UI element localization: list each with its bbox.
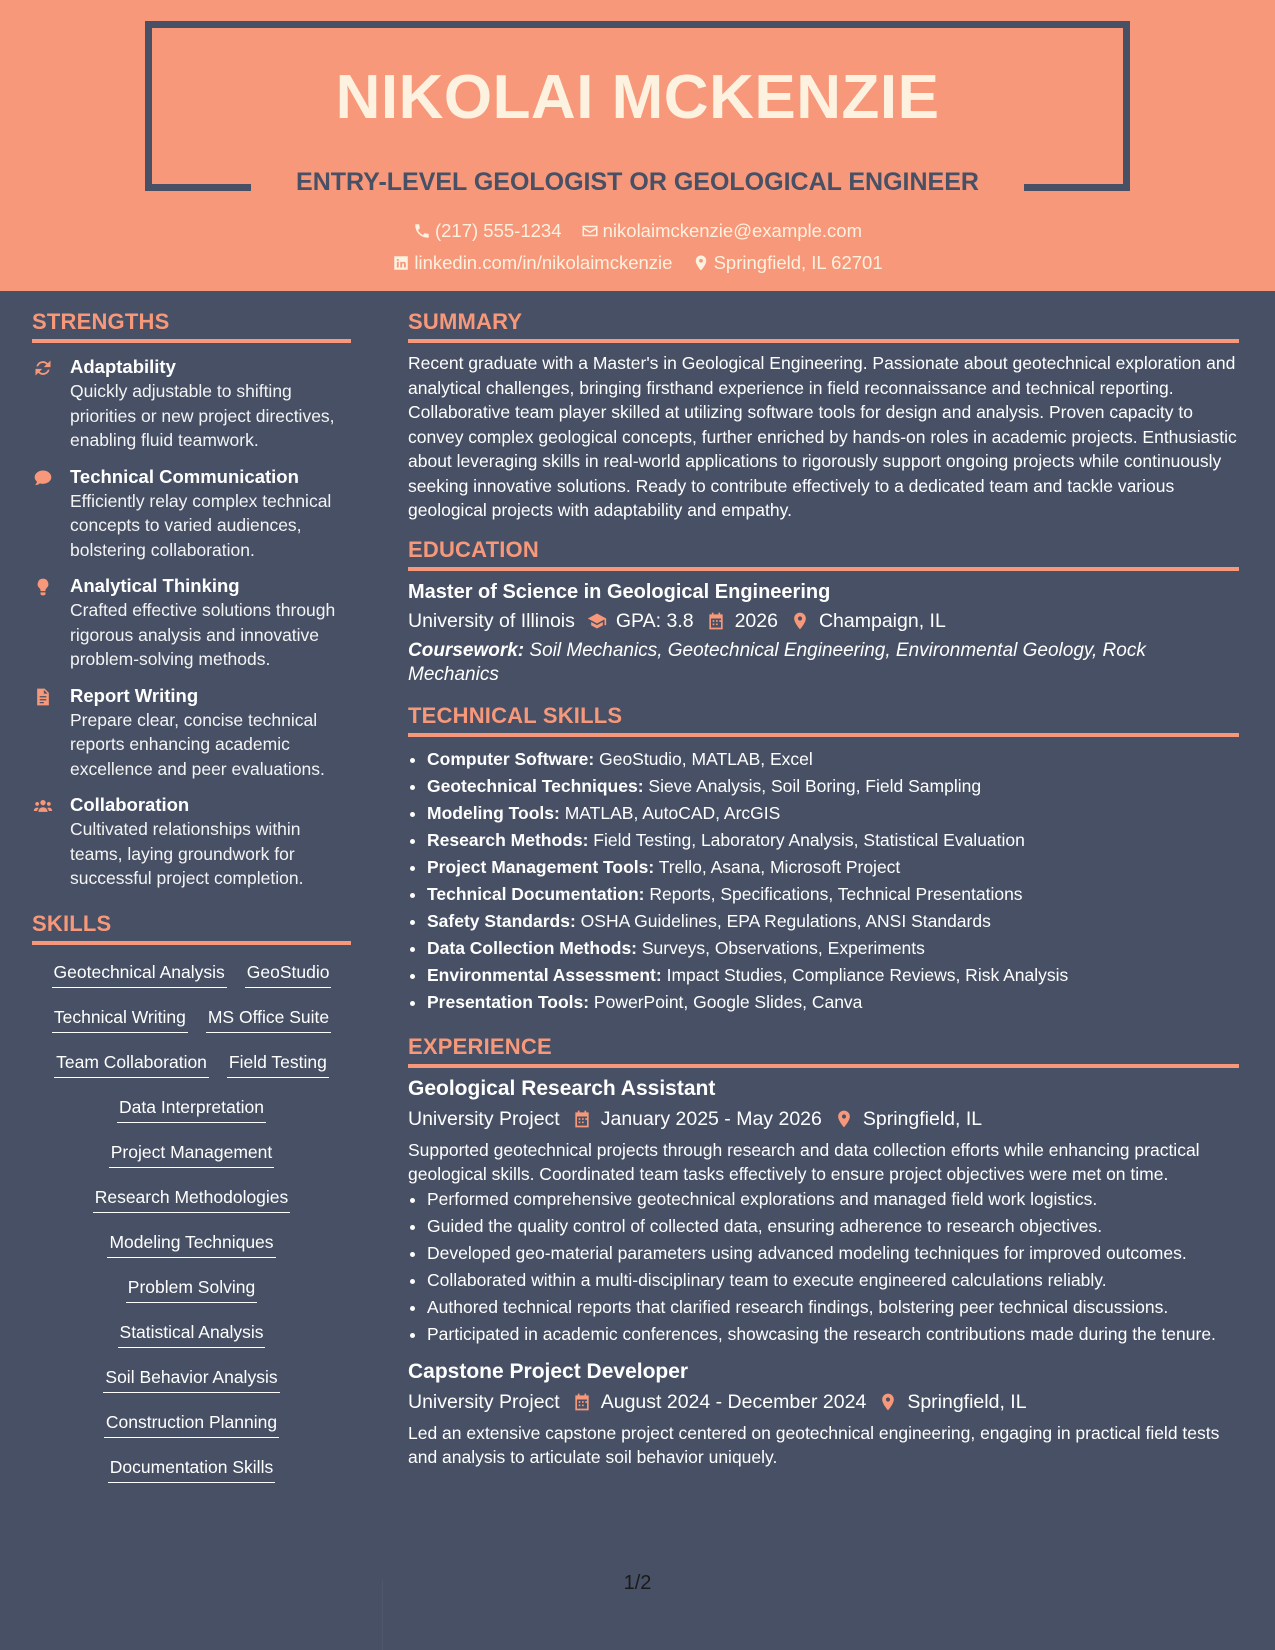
skill-tag: Soil Behavior Analysis bbox=[103, 1364, 279, 1393]
candidate-role: ENTRY-LEVEL GEOLOGIST OR GEOLOGICAL ENGINEER bbox=[296, 168, 979, 196]
skill-tag: Geotechnical Analysis bbox=[52, 959, 227, 988]
map-marker-icon bbox=[692, 254, 710, 272]
skill-tag: GeoStudio bbox=[245, 959, 332, 988]
candidate-name: NIKOLAI MCKENZIE bbox=[335, 63, 940, 132]
strength-desc: Prepare clear, concise technical reports enhancing academic excellence and peer evaluations. bbox=[70, 709, 325, 779]
education-location: Champaign, IL bbox=[818, 609, 946, 632]
linkedin-icon bbox=[392, 254, 410, 272]
strength-title: Adaptability bbox=[70, 356, 176, 377]
linkedin-text: linkedin.com/in/nikolaimckenzie bbox=[414, 252, 673, 273]
skill-tag: Project Management bbox=[109, 1139, 274, 1168]
job-dates: August 2024 - December 2024 bbox=[600, 1390, 867, 1413]
list-item: • Technical Documentation: Reports, Specifications, Technical Presentations bbox=[427, 881, 1239, 908]
contact-row-1 bbox=[0, 220, 1275, 245]
list-item: • Guided the quality control of collected data, ensuring adherence to research objectives. bbox=[427, 1214, 1239, 1238]
list-item: • Performed comprehensive geotechnical explorations and managed field work logistics. bbox=[427, 1187, 1239, 1211]
map-marker-icon bbox=[790, 611, 810, 631]
skill-tag: Modeling Techniques bbox=[107, 1229, 275, 1258]
education-heading: EDUCATION bbox=[408, 537, 1239, 571]
email-contact[interactable] bbox=[581, 220, 862, 242]
skills-tags bbox=[32, 959, 351, 1499]
job-org: University Project bbox=[408, 1107, 560, 1130]
phone-icon bbox=[413, 222, 431, 240]
list-item: • Collaborated within a multi-disciplinary team to execute engineered calculations reliably. bbox=[427, 1268, 1239, 1292]
coursework-text: Soil Mechanics, Geotechnical Engineering, Environmental Geology, Rock Mechanics bbox=[408, 639, 1146, 685]
skill-tag: Construction Planning bbox=[104, 1409, 279, 1438]
list-item: • Presentation Tools: PowerPoint, Google Slides, Canva bbox=[427, 989, 1239, 1016]
job-entry bbox=[408, 1358, 1239, 1469]
education-gpa: GPA: 3.8 bbox=[615, 609, 694, 632]
document-icon bbox=[33, 687, 53, 707]
list-item: • Authored technical reports that clarified research findings, bolstering peer technical discussions. bbox=[427, 1295, 1239, 1319]
map-marker-icon bbox=[834, 1109, 854, 1129]
job-entry bbox=[408, 1075, 1239, 1346]
skill-tag: MS Office Suite bbox=[206, 1004, 331, 1033]
experience-heading: EXPERIENCE bbox=[408, 1034, 1239, 1068]
strength-item bbox=[32, 684, 351, 782]
lightbulb-icon bbox=[33, 577, 53, 597]
technical-skills-list bbox=[408, 746, 1239, 1016]
list-item: • Participated in academic conferences, showcasing the research contributions made during the tenure. bbox=[427, 1322, 1239, 1346]
strength-item bbox=[32, 793, 351, 891]
location-contact bbox=[692, 252, 883, 274]
phone-text: (217) 555-1234 bbox=[434, 220, 562, 241]
education-coursework bbox=[408, 639, 1239, 687]
strength-item bbox=[32, 574, 351, 672]
job-title: Capstone Project Developer bbox=[408, 1359, 689, 1383]
list-item: • Developed geo-material parameters using advanced modeling techniques for improved outcomes. bbox=[427, 1241, 1239, 1265]
calendar-icon bbox=[572, 1109, 592, 1129]
skill-tag: Statistical Analysis bbox=[118, 1319, 266, 1348]
calendar-icon bbox=[572, 1392, 592, 1412]
email-text: nikolaimckenzie@example.com bbox=[602, 220, 863, 241]
list-item: • Research Methods: Field Testing, Laboratory Analysis, Statistical Evaluation bbox=[427, 827, 1239, 854]
strength-title: Technical Communication bbox=[70, 465, 299, 487]
job-org: University Project bbox=[408, 1390, 560, 1413]
skills-heading: SKILLS bbox=[32, 911, 351, 945]
refresh-icon bbox=[33, 358, 53, 378]
job-title: Geological Research Assistant bbox=[408, 1076, 716, 1100]
page-number: 1/2 bbox=[623, 1572, 652, 1594]
list-item: • Modeling Tools: MATLAB, AutoCAD, ArcGIS bbox=[427, 800, 1239, 827]
right-column bbox=[408, 291, 1239, 1469]
education-year: 2026 bbox=[734, 609, 778, 632]
strengths-list bbox=[32, 355, 351, 891]
skill-tag: Documentation Skills bbox=[108, 1454, 275, 1483]
strength-item bbox=[32, 465, 351, 563]
strength-desc: Quickly adjustable to shifting priorities or new project directives, enabling fluid teamwork. bbox=[70, 381, 335, 450]
skill-tag: Field Testing bbox=[227, 1049, 329, 1078]
education-degree: Master of Science in Geological Engineering bbox=[408, 580, 831, 603]
strengths-heading: STRENGTHS bbox=[32, 309, 351, 343]
coursework-label: Coursework: bbox=[408, 639, 525, 661]
skill-tag: Technical Writing bbox=[52, 1004, 188, 1033]
users-icon bbox=[33, 796, 53, 816]
strength-desc: Crafted effective solutions through rigorous analysis and innovative problem-solving methods. bbox=[70, 600, 336, 669]
graduation-cap-icon bbox=[587, 611, 607, 631]
skill-tag: Team Collaboration bbox=[54, 1049, 209, 1078]
job-location: Springfield, IL bbox=[862, 1107, 983, 1130]
skill-tag: Problem Solving bbox=[126, 1274, 257, 1303]
linkedin-contact[interactable] bbox=[392, 252, 672, 274]
job-meta bbox=[408, 1104, 1239, 1134]
technical-skills-heading: TECHNICAL SKILLS bbox=[408, 703, 1239, 737]
list-item: • Project Management Tools: Trello, Asana, Microsoft Project bbox=[427, 854, 1239, 881]
job-bullets bbox=[408, 1187, 1239, 1346]
contact-row-2 bbox=[0, 252, 1275, 277]
job-dates: January 2025 - May 2026 bbox=[600, 1107, 822, 1130]
list-item: • Computer Software: GeoStudio, MATLAB, Excel bbox=[427, 746, 1239, 773]
location-text: Springfield, IL 62701 bbox=[713, 252, 883, 273]
strength-title: Analytical Thinking bbox=[70, 575, 240, 596]
strength-title: Report Writing bbox=[70, 684, 199, 706]
comment-icon bbox=[33, 468, 53, 488]
list-item: • Safety Standards: OSHA Guidelines, EPA Regulations, ANSI Standards bbox=[427, 908, 1239, 935]
summary-text: Recent graduate with a Master's in Geological Engineering. Passionate about geotechnical exploration and analytical challenges, bringing firsthand experience in field reconnaissance and technical reporting. Collaborative team player skilled at utilizing software tools for design and analysis. Proven capacity to convey complex geological concepts, further enriched by hands-on roles in academic projects. Enthusiastic about leveraging skills in real-world applications to rigorously support ongoing projects while continuously seeking innovative solutions. Ready to contribute effectively to a dedicated team and tackle various geological projects with adaptability and empathy. bbox=[408, 353, 1237, 520]
skill-tag: Research Methodologies bbox=[93, 1184, 291, 1213]
education-meta bbox=[408, 606, 1239, 636]
skill-tag: Data Interpretation bbox=[117, 1094, 266, 1123]
education-school: University of Illinois bbox=[408, 609, 575, 632]
list-item: • Geotechnical Techniques: Sieve Analysis, Soil Boring, Field Sampling bbox=[427, 773, 1239, 800]
phone-contact[interactable] bbox=[413, 220, 562, 242]
strength-title: Collaboration bbox=[70, 794, 190, 815]
strength-desc: Cultivated relationships within teams, laying groundwork for successful project completion. bbox=[70, 819, 304, 888]
list-item: • Data Collection Methods: Surveys, Observations, Experiments bbox=[427, 935, 1239, 962]
list-item: • Environmental Assessment: Impact Studies, Compliance Reviews, Risk Analysis bbox=[427, 962, 1239, 989]
strength-desc: Efficiently relay complex technical concepts to varied audiences, bolstering collaboration. bbox=[70, 490, 332, 560]
left-column bbox=[32, 291, 351, 1499]
strength-item bbox=[32, 355, 351, 453]
resume-header bbox=[0, 0, 1275, 291]
job-meta bbox=[408, 1387, 1239, 1417]
map-marker-icon bbox=[878, 1392, 898, 1412]
job-description: Supported geotechnical projects through research and data collection efforts while enhancing practical geological skills. Coordinated team tasks effectively to ensure project objectives were met on time. bbox=[408, 1139, 1200, 1184]
job-location: Springfield, IL bbox=[907, 1390, 1027, 1413]
summary-heading: SUMMARY bbox=[408, 309, 1239, 343]
calendar-icon bbox=[706, 611, 726, 631]
envelope-icon bbox=[581, 222, 599, 240]
job-description: Led an extensive capstone project centered on geotechnical engineering, engaging in practical field tests and analysis to articulate soil behavior uniquely. bbox=[408, 1422, 1220, 1467]
